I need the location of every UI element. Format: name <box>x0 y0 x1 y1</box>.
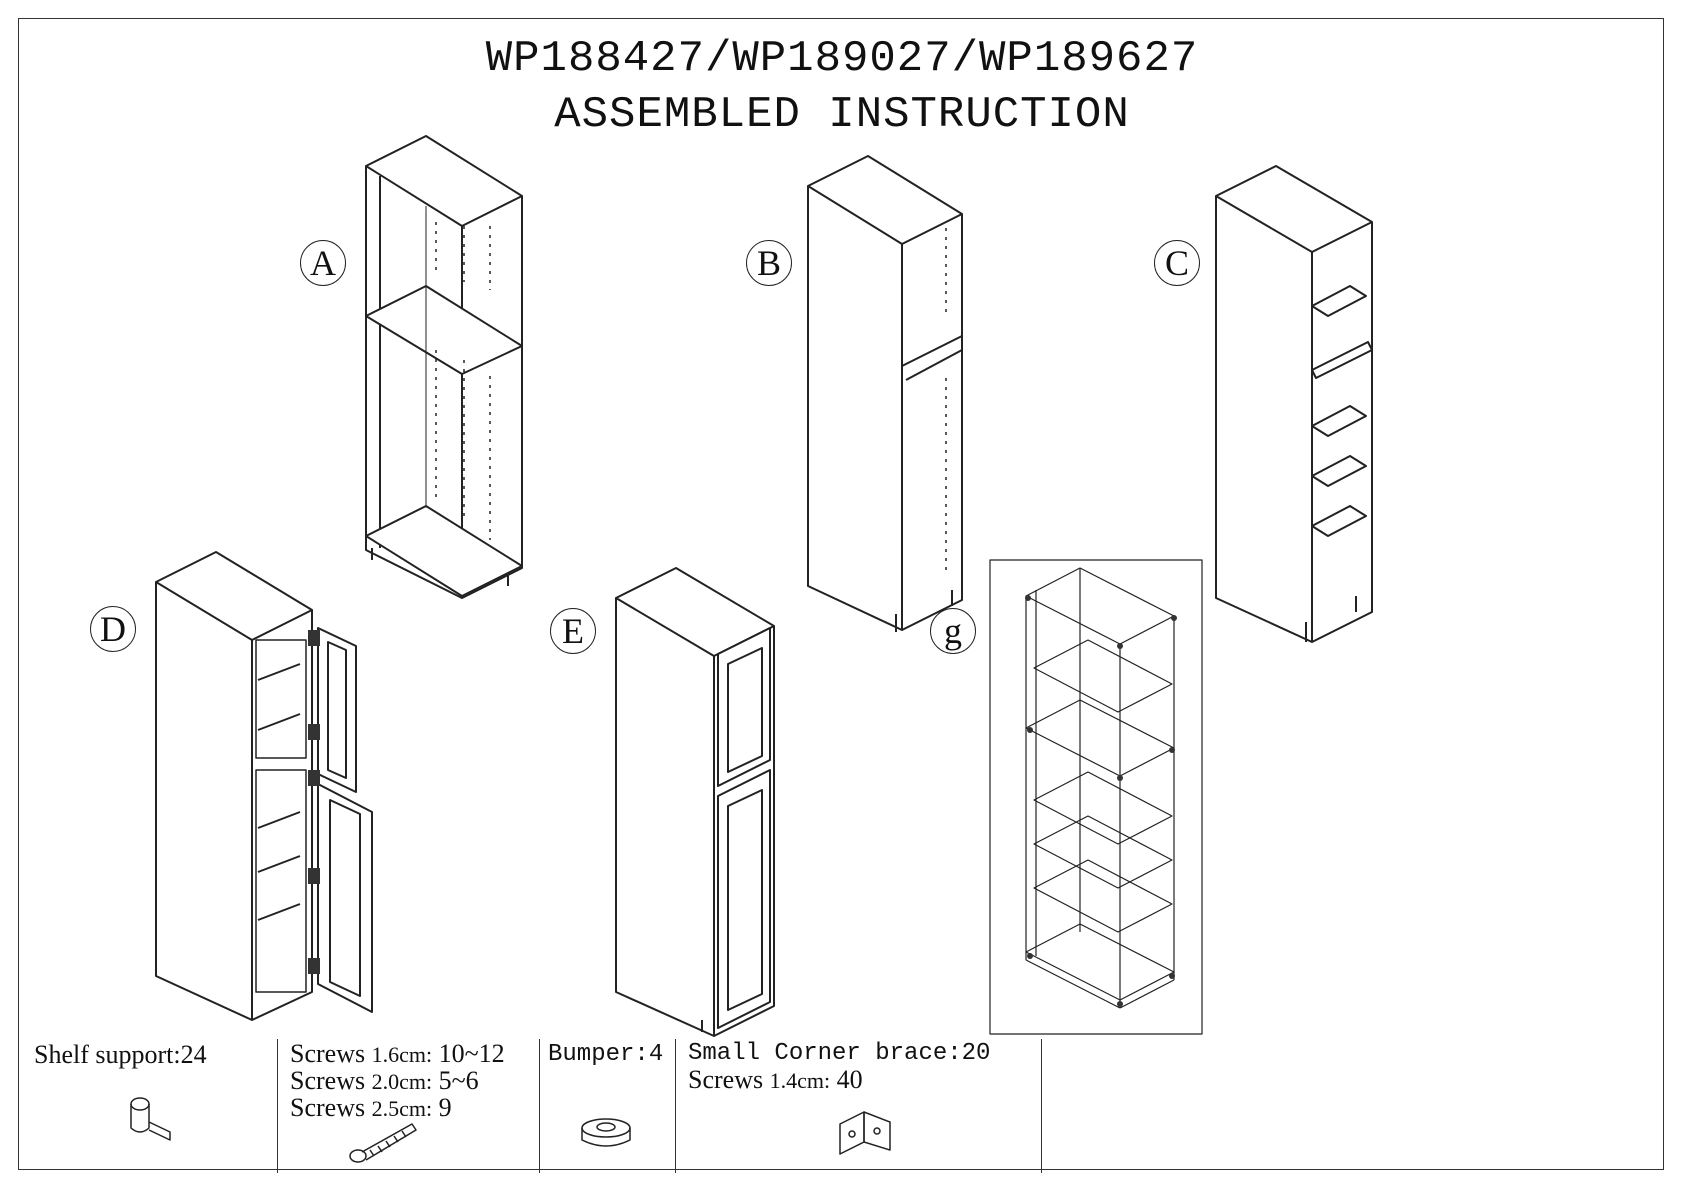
shelf-support-qty: 24 <box>180 1040 207 1069</box>
shelf-support-label: Shelf support: <box>34 1040 181 1069</box>
screw-line-1: Screws 1.6cm: 10~12 <box>290 1039 505 1068</box>
model-numbers-title: WP188427/WP189027/WP189627 <box>485 34 1199 84</box>
bumper-qty: 4 <box>648 1041 664 1068</box>
cabinet-view-g <box>990 560 1202 1034</box>
parts-cell-corner-brace <box>676 1039 1042 1173</box>
corner-brace-screw-line: Screws 1.4cm: 40 <box>688 1065 863 1094</box>
view-label-c: C <box>1154 240 1200 286</box>
bumper-label: Bumper: <box>548 1041 649 1068</box>
view-label-b: B <box>746 240 792 286</box>
instruction-title: ASSEMBLED INSTRUCTION <box>554 90 1130 140</box>
screw-line-3: Screws 2.5cm: 9 <box>290 1093 452 1122</box>
cabinet-view-a <box>366 136 522 598</box>
parts-cell-screws <box>278 1039 540 1173</box>
view-label-a: A <box>300 240 346 286</box>
cabinet-view-c <box>1216 166 1372 642</box>
cabinet-view-e <box>616 568 774 1036</box>
cabinet-view-d <box>156 552 372 1020</box>
view-label-e: E <box>550 608 596 654</box>
view-label-d: D <box>90 606 136 652</box>
parts-cell-bumper <box>540 1039 676 1173</box>
parts-cell-shelf-support <box>20 1039 278 1173</box>
screw-line-2: Screws 2.0cm: 5~6 <box>290 1066 479 1095</box>
corner-brace-line: Small Corner brace:20 <box>688 1040 991 1067</box>
view-label-g: g <box>930 608 976 654</box>
cabinet-view-b <box>808 156 962 632</box>
